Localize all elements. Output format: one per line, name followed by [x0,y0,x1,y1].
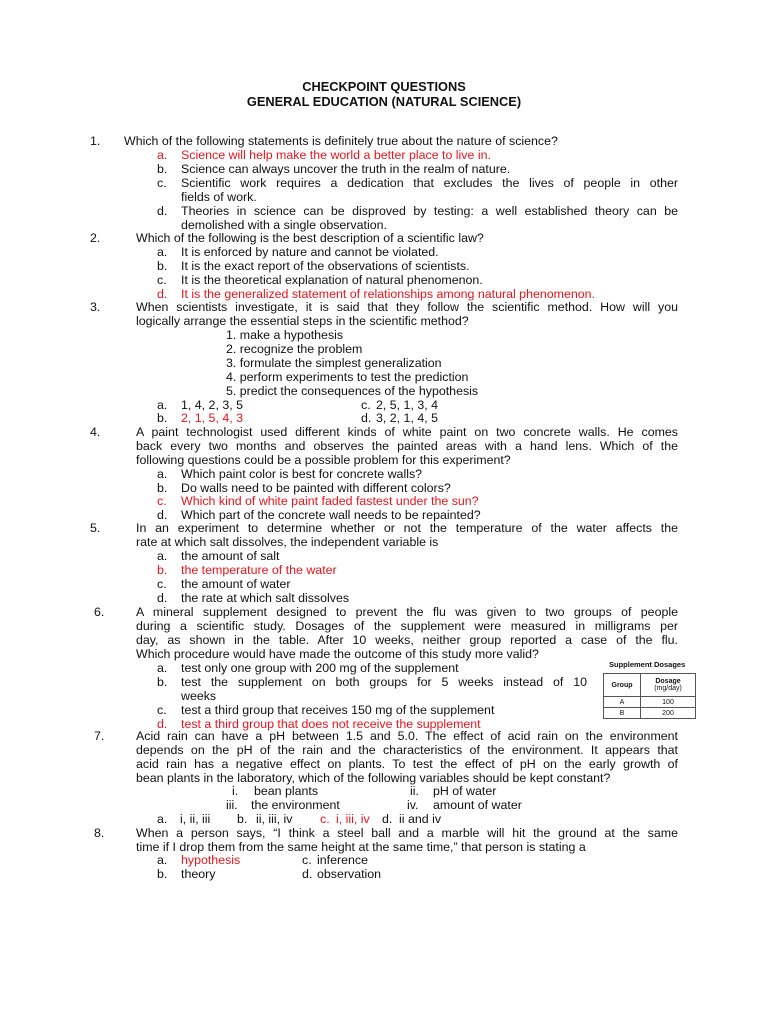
option-d-letter: d. [361,411,372,425]
option-c-letter: c. [320,812,330,826]
table-cell-dosage: 200 [641,708,696,719]
option-a-letter: a. [157,812,168,826]
step-item: 4. perform experiments to test the prediction [226,370,469,384]
question-stem: In an experiment to determine whether or not the temperature of the water affects the [136,521,678,535]
question-number: 1. [90,134,101,148]
step-item: 5. predict the consequences of the hypothesis [226,384,479,398]
option-a-letter: a. [157,148,168,162]
item-iii-label: iii. [226,798,238,812]
option-c-letter: c. [302,853,312,867]
option-a: It is enforced by nature and cannot be violated. [181,245,439,259]
item-ii-label: ii. [410,784,419,798]
table-cell-dosage: 100 [641,697,696,708]
question-stem: When scientists investigate, it is said that they follow the scientific method. How will you [136,300,678,314]
option-b: Do walls need to be painted with different colors? [181,481,451,495]
option-c: inference [317,853,368,867]
option-c-letter: c. [157,273,167,287]
option-b-letter: b. [157,411,168,425]
option-a: i, ii, iii [180,812,211,826]
option-b-letter: b. [157,867,168,881]
table-row [604,708,696,719]
option-a-letter: a. [157,661,168,675]
option-c-letter: c. [157,703,167,717]
option-a-letter: a. [157,398,168,412]
option-d: 3, 2, 1, 4, 5 [376,411,438,425]
item-iv: amount of water [433,798,522,812]
option-d-answer: It is the generalized statement of relationships among natural phenomenon. [181,287,595,301]
option-c: the amount of water [181,577,291,591]
table-header-group: Group [604,674,641,697]
option-b-letter: b. [157,162,168,176]
question-stem-cont: bean plants in the laboratory, which of the following variables should be kept constant? [136,771,611,785]
table-caption: Supplement Dosages [609,660,686,669]
page-subtitle: GENERAL EDUCATION (NATURAL SCIENCE) [246,94,522,109]
option-b: theory [181,867,216,881]
question-number: 7. [94,729,105,743]
question-stem: Which of the following statements is definitely true about the nature of science? [124,134,558,148]
item-i-label: i. [232,784,239,798]
dosage-unit: (mg/day) [654,685,682,692]
option-d-letter: d. [157,287,168,301]
step-item: 1. make a hypothesis [226,328,344,342]
option-b: ii, iii, iv [256,812,293,826]
option-c: Scientific work requires a dedication that excludes the lives of people in other [181,176,678,190]
question-stem: A paint technologist used different kinds of white paint on two concrete walls. He comes [136,425,678,439]
question-number: 2. [90,231,101,245]
option-d: ii and iv [399,812,442,826]
option-a-answer: Science will help make the world a better place to live in. [181,148,491,162]
option-d-letter: d. [382,812,393,826]
option-c-answer: Which kind of white paint faded fastest under the sun? [181,494,479,508]
option-c-letter: c. [157,577,167,591]
option-b-letter: b. [157,675,168,689]
option-b-answer: the temperature of the water [181,563,337,577]
option-b-answer: 2, 1, 5, 4, 3 [181,411,243,425]
question-stem-cont: depends on the pH of the rain and the characteristics of the environment. It appears that [136,743,678,757]
option-b: It is the exact report of the observations of scientists. [181,259,470,273]
option-b-cont: weeks [181,689,217,703]
option-d-letter: d. [302,867,313,881]
option-d: Which part of the concrete wall needs to be repainted? [181,508,481,522]
page-title: CHECKPOINT QUESTIONS [302,79,466,94]
question-stem-cont: during a scientific study. Dosages of the supplement were measured in milligrams per [136,619,678,633]
item-i: bean plants [254,784,319,798]
question-number: 5. [90,521,101,535]
option-a-letter: a. [157,853,168,867]
question-stem-cont: acid rain has a negative effect on plants. To test the effect of pH on the early growth of [136,757,678,771]
option-a: 1, 4, 2, 3, 5 [181,398,243,412]
item-ii: pH of water [433,784,497,798]
option-d: the rate at which salt dissolves [181,591,350,605]
question-stem: When a person says, “I think a steel ball and a marble will hit the ground at the same [136,826,678,840]
question-number: 3. [90,300,101,314]
option-c-answer: i, iii, iv [336,812,370,826]
dosage-label: Dosage [655,678,681,685]
option-a-answer: hypothesis [181,853,241,867]
table-row [604,697,696,708]
question-stem-cont: following questions could be a possible problem for this experiment? [136,453,511,467]
option-a-letter: a. [157,245,168,259]
question-stem: A mineral supplement designed to prevent the flu was given to two groups of people [136,605,678,619]
table-cell-group: B [604,708,641,719]
item-iii: the environment [251,798,340,812]
question-stem-cont: time if I drop them from the same height at the same time,” that person is stating a [136,840,586,854]
option-d-cont: demolished with a single observation. [181,218,387,232]
option-b-letter: b. [157,259,168,273]
question-number: 4. [90,425,101,439]
question-number: 6. [94,605,105,619]
question-stem: Which of the following is the best description of a scientific law? [136,231,484,245]
step-item: 2. recognize the problem [226,342,363,356]
option-b: Science can always uncover the truth in the realm of nature. [181,162,511,176]
option-c-letter: c. [157,176,167,190]
option-a-letter: a. [157,467,168,481]
table-header-dosage [641,674,696,697]
question-stem-cont: back every two months and observes the painted areas with a hand lens. Which of the [136,439,678,453]
option-c: test a third group that receives 150 mg of the supplement [181,703,495,717]
option-d: Theories in science can be disproved by testing: a well established theory can be [181,204,678,218]
option-d-letter: d. [157,508,168,522]
option-d-letter: d. [157,591,168,605]
option-c-letter: c. [361,398,371,412]
option-c-cont: fields of work. [181,190,257,204]
option-d-letter: d. [157,204,168,218]
question-stem-cont: rate at which salt dissolves, the independent variable is [136,535,439,549]
option-b: test the supplement on both groups for 5 weeks instead of 10 [181,675,587,689]
option-b-letter: b. [237,812,248,826]
question-stem-cont: day, as shown in the table. After 10 weeks, neither group reported a case of the flu. [136,633,678,647]
option-a-letter: a. [157,549,168,563]
item-iv-label: iv. [407,798,419,812]
option-c-letter: c. [157,494,167,508]
option-d: observation [317,867,382,881]
table-cell-group: A [604,697,641,708]
question-number: 8. [94,826,105,840]
option-a: Which paint color is best for concrete walls? [181,467,423,481]
question-stem-cont: logically arrange the essential steps in the scientific method? [136,314,469,328]
question-stem: Acid rain can have a pH between 1.5 and 5.0. The effect of acid rain on the environment [136,729,678,743]
option-d-answer: test a third group that does not receive the supplement [181,717,481,731]
option-b-letter: b. [157,563,168,577]
question-stem-cont: Which procedure would have made the outcome of this study more valid? [136,647,539,661]
option-a: test only one group with 200 mg of the supplement [181,661,459,675]
option-c: It is the theoretical explanation of natural phenomenon. [181,273,483,287]
option-c: 2, 5, 1, 3, 4 [376,398,438,412]
supplement-dosage-table [603,673,696,719]
option-b-letter: b. [157,481,168,495]
step-item: 3. formulate the simplest generalization [226,356,442,370]
option-d-letter: d. [157,717,168,731]
option-a: the amount of salt [181,549,280,563]
